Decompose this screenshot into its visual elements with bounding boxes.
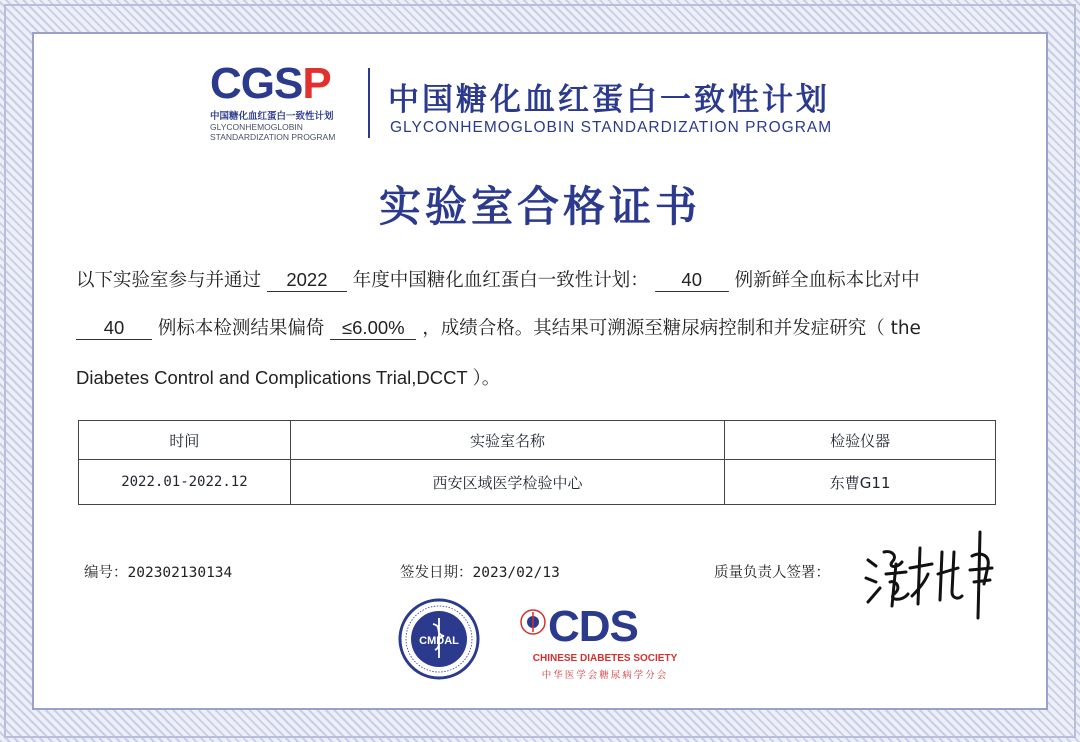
- program-title-cn: 中国糖化血红蛋白一致性计划: [388, 82, 830, 118]
- handwritten-signature: [862, 522, 1007, 622]
- table-header: 实验室名称: [290, 421, 724, 460]
- logo-cn-text: 中国糖化血红蛋白一致性计划: [210, 111, 334, 122]
- body-text: 例标本检测结果偏倚: [157, 318, 325, 339]
- sample-count-value: 40: [655, 269, 729, 292]
- body-line-2: [76, 314, 921, 340]
- cgsp-logo-mark: [210, 59, 360, 108]
- number-label: 编号：: [84, 565, 128, 581]
- program-title-en: GLYCONHEMOGLOBIN STANDARDIZATION PROGRAM: [390, 119, 833, 136]
- date-value: 2023/02/13: [472, 565, 560, 581]
- body-text: 以下实验室参与并通过: [76, 270, 262, 291]
- certificate-title: 实验室合格证书: [378, 182, 701, 231]
- body-line-1: [76, 266, 920, 292]
- table-header: 时间: [79, 421, 291, 460]
- table-cell-period: 2022.01-2022.12: [79, 460, 291, 505]
- cds-en-name: CHINESE DIABETES SOCIETY: [532, 653, 678, 664]
- table-row: [79, 460, 996, 505]
- table-cell-instrument: 东曹G11: [725, 460, 996, 505]
- date-label: 签发日期：: [400, 565, 473, 581]
- signer-label: 质量负责人签署：: [714, 565, 830, 581]
- body-line-3: Diabetes Control and Complications Trial,DCCT ）。: [76, 367, 501, 388]
- logo-en-line2: STANDARDIZATION PROGRAM: [210, 132, 336, 142]
- year-value: 2022: [267, 269, 347, 292]
- cds-emblem-icon: [520, 609, 546, 635]
- cds-logo: [520, 603, 690, 683]
- number-value: 202302130134: [127, 565, 233, 581]
- cgsp-logo: [210, 59, 360, 142]
- table-header: 检验仪器: [725, 421, 996, 460]
- table-header-row: [79, 421, 996, 460]
- issue-date: [400, 561, 560, 582]
- certificate-number: [84, 561, 232, 582]
- logo-mark-accent: P: [302, 59, 331, 108]
- bias-value: ≤6.00%: [330, 317, 416, 340]
- cds-cn-name: 中华医学会糖尿病学分会: [541, 670, 669, 681]
- body-text: 例新鲜全血标本比对中: [734, 270, 920, 291]
- cds-mark: CDS: [548, 602, 638, 651]
- table-cell-lab-name: 西安区域医学检验中心: [290, 460, 724, 505]
- logo-mark-main: CGS: [210, 59, 303, 108]
- passed-count-value: 40: [76, 317, 152, 340]
- lab-info-table: [78, 420, 996, 505]
- header-divider: [368, 68, 370, 138]
- body-text: ，成绩合格。其结果可溯源至糖尿病控制和并发症研究（ the: [422, 318, 921, 339]
- logo-en-line1: GLYCONHEMOGLOBIN: [210, 122, 303, 132]
- body-text: 年度中国糖化血红蛋白一致性计划：: [352, 270, 649, 291]
- seal-text: CMDAL: [419, 635, 459, 647]
- cmdal-seal: [398, 598, 480, 680]
